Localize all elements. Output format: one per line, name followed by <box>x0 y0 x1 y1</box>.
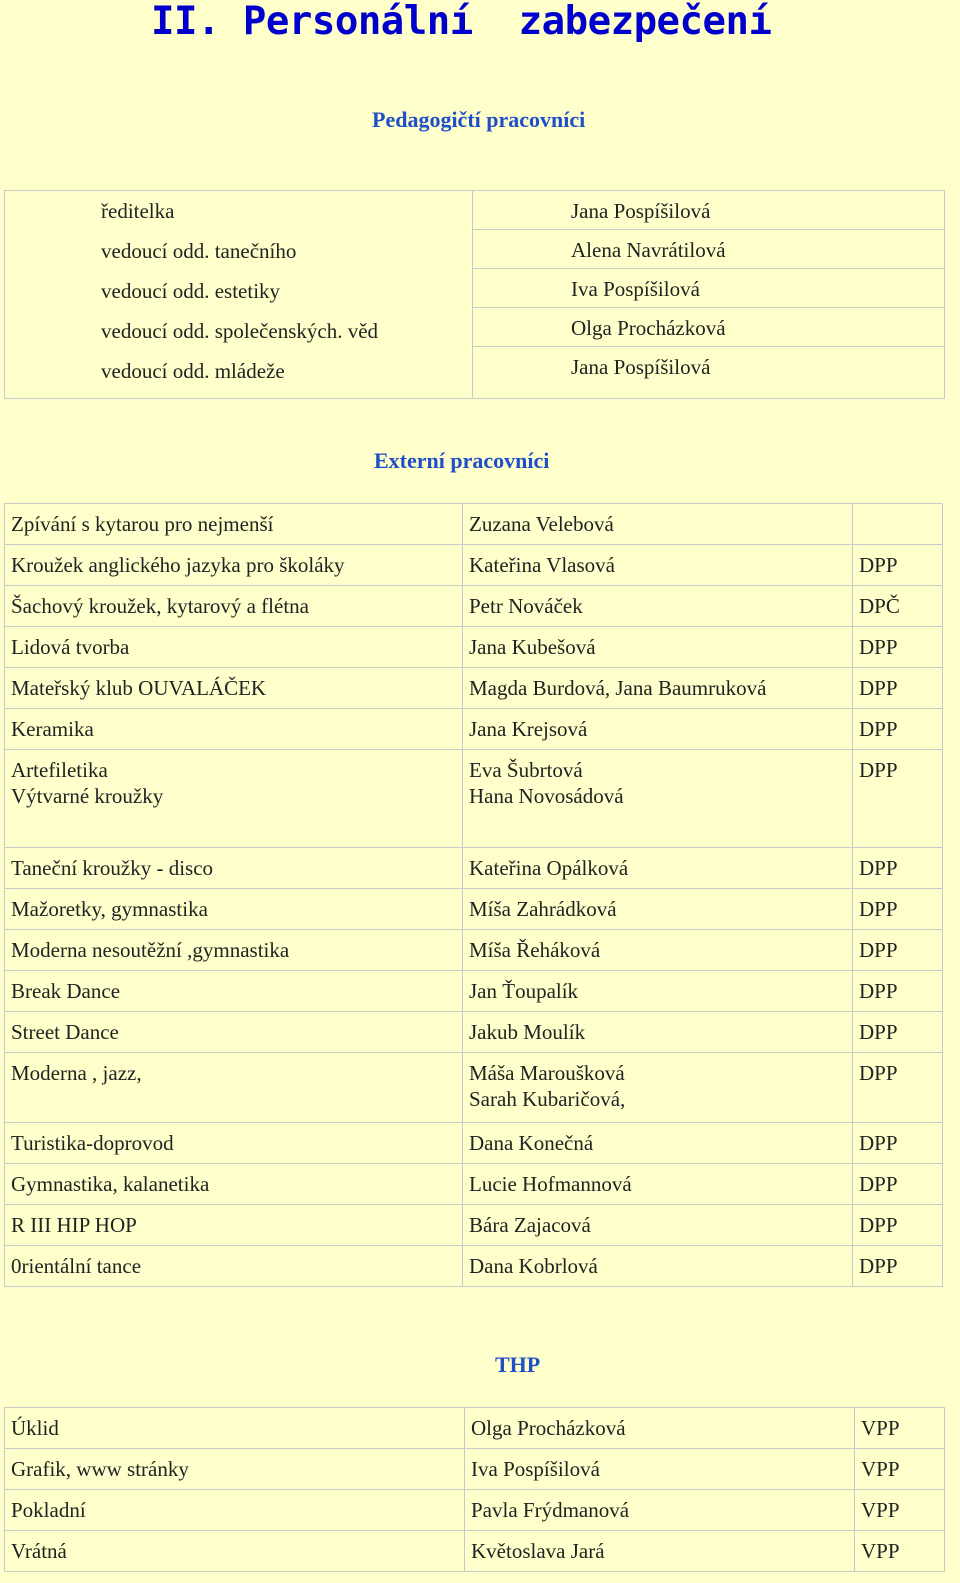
external-table <box>4 503 943 1287</box>
name-cell <box>473 191 945 399</box>
contract-cell <box>853 930 943 971</box>
person-text: Kateřina Opálková <box>469 856 629 880</box>
contract-cell <box>855 1531 945 1572</box>
person-text: Kateřina Vlasová <box>469 553 615 577</box>
person-cell <box>463 1205 853 1246</box>
activity-text: 0rientální tance <box>11 1254 142 1278</box>
role-cell <box>5 1449 465 1490</box>
table-row <box>5 1531 945 1572</box>
activity-text: Lidová tvorba <box>11 635 130 659</box>
contract-cell <box>853 971 943 1012</box>
person-cell <box>465 1449 855 1490</box>
contract-type: DPP <box>859 897 898 921</box>
activity-cell <box>5 971 463 1012</box>
person-text: Sarah Kubaričová, <box>469 1087 626 1111</box>
pedagogical-table <box>4 190 945 399</box>
activity-cell <box>5 1164 463 1205</box>
person-cell <box>463 1246 853 1287</box>
table-row <box>5 1246 943 1287</box>
contract-cell <box>853 1205 943 1246</box>
table-row <box>5 930 943 971</box>
activity-cell <box>5 668 463 709</box>
activity-cell <box>5 709 463 750</box>
person-cell <box>463 1053 853 1123</box>
person-text: Zuzana Velebová <box>469 512 614 536</box>
activity-text: Gymnastika, kalanetika <box>11 1172 210 1196</box>
person-text: Eva Šubrtová <box>469 758 583 782</box>
activity-cell <box>5 930 463 971</box>
name-line: Jana Pospíšilová <box>473 191 944 230</box>
role-text: vedoucí odd. společenských. věd <box>101 319 379 343</box>
activity-cell <box>5 586 463 627</box>
person-cell <box>465 1490 855 1531</box>
person-cell <box>463 586 853 627</box>
person-cell <box>463 545 853 586</box>
activity-cell <box>5 627 463 668</box>
activity-text: Break Dance <box>11 979 121 1003</box>
table-row <box>5 545 943 586</box>
contract-type: DPP <box>859 1020 898 1044</box>
contract-type: DPP <box>859 856 898 880</box>
contract-cell <box>853 668 943 709</box>
role-text: ředitelka <box>101 199 175 223</box>
activity-cell <box>5 1053 463 1123</box>
role-text: vedoucí odd. tanečního <box>101 239 297 263</box>
person-text: Petr Nováček <box>469 594 583 618</box>
pedagogical-heading: Pedagogičtí pracovníci <box>372 107 586 132</box>
person-text: Jakub Moulík <box>469 1020 586 1044</box>
person-text: Dana Kobrlová <box>469 1254 598 1278</box>
table-row <box>5 1123 943 1164</box>
contract-type: DPP <box>859 717 898 741</box>
contract-cell <box>853 586 943 627</box>
contract-type: DPP <box>859 1061 898 1085</box>
person-cell <box>463 709 853 750</box>
table-row <box>5 971 943 1012</box>
contract-type: DPP <box>859 1213 898 1237</box>
person-cell <box>463 848 853 889</box>
contract-type: DPP <box>859 758 898 782</box>
contract-cell <box>853 504 943 545</box>
contract-cell <box>853 1012 943 1053</box>
activity-cell <box>5 1123 463 1164</box>
person-text: Jan Ťoupalík <box>469 979 579 1003</box>
contract-type: VPP <box>861 1539 900 1563</box>
table-row <box>5 889 943 930</box>
person-text: Olga Procházková <box>471 1416 626 1440</box>
name-line: Olga Procházková <box>473 308 944 347</box>
table-row <box>5 191 945 399</box>
person-cell <box>463 504 853 545</box>
contract-type: DPP <box>859 938 898 962</box>
contract-type: DPP <box>859 553 898 577</box>
role-cell <box>5 1490 465 1531</box>
role-text: vedoucí odd. estetiky <box>101 279 281 303</box>
contract-type: VPP <box>861 1416 900 1440</box>
table-row <box>5 1164 943 1205</box>
person-text: Lucie Hofmannová <box>469 1172 632 1196</box>
contract-type: DPP <box>859 635 898 659</box>
activity-cell <box>5 1205 463 1246</box>
person-text: Magda Burdová, Jana Baumruková <box>469 676 767 700</box>
table-row <box>5 1205 943 1246</box>
person-cell <box>463 930 853 971</box>
person-text: Míša Řeháková <box>469 938 601 962</box>
table-row <box>5 750 943 848</box>
table-row <box>5 504 943 545</box>
name-line: Jana Pospíšilová <box>571 355 711 379</box>
activity-text: R III HIP HOP <box>11 1213 137 1237</box>
person-text: Iva Pospíšilová <box>471 1457 600 1481</box>
table-row <box>5 1012 943 1053</box>
role-cell <box>5 1408 465 1449</box>
person-text: Pavla Frýdmanová <box>471 1498 630 1522</box>
role-text: Úklid <box>11 1416 59 1440</box>
activity-text: Zpívání s kytarou pro nejmenší <box>11 512 274 536</box>
contract-type: VPP <box>861 1457 900 1481</box>
activity-cell <box>5 545 463 586</box>
table-row <box>5 1053 943 1123</box>
person-cell <box>463 889 853 930</box>
contract-type: DPP <box>859 979 898 1003</box>
role-cell <box>5 1531 465 1572</box>
role-text: Grafik, www stránky <box>11 1457 189 1481</box>
external-heading: Externí pracovníci <box>374 448 550 473</box>
contract-cell <box>853 848 943 889</box>
contract-type: DPP <box>859 1172 898 1196</box>
person-text: Máša Maroušková <box>469 1061 625 1085</box>
person-cell <box>463 668 853 709</box>
role-text: Pokladní <box>11 1498 86 1522</box>
table-row <box>5 848 943 889</box>
contract-type: DPP <box>859 1254 898 1278</box>
activity-cell <box>5 889 463 930</box>
contract-cell <box>855 1490 945 1531</box>
contract-type: DPČ <box>859 594 900 618</box>
activity-text: Moderna nesoutěžní ,gymnastika <box>11 938 290 962</box>
contract-cell <box>853 1246 943 1287</box>
table-row <box>5 1408 945 1449</box>
activity-text: Moderna , jazz, <box>11 1061 142 1085</box>
activity-text: Turistika-doprovod <box>11 1131 174 1155</box>
person-text: Bára Zajacová <box>469 1213 591 1237</box>
table-row <box>5 1490 945 1531</box>
role-text: Vrátná <box>11 1539 67 1563</box>
role-cell <box>5 191 473 399</box>
contract-cell <box>853 1123 943 1164</box>
activity-text: Street Dance <box>11 1020 119 1044</box>
contract-cell <box>853 750 943 848</box>
activity-text: Taneční kroužky - disco <box>11 856 214 880</box>
table-row <box>5 627 943 668</box>
activity-text: Artefiletika <box>11 758 108 782</box>
activity-cell <box>5 848 463 889</box>
activity-text: Mažoretky, gymnastika <box>11 897 208 921</box>
table-row <box>5 668 943 709</box>
contract-cell <box>853 545 943 586</box>
person-cell <box>465 1408 855 1449</box>
thp-heading: THP <box>495 1352 541 1377</box>
person-cell <box>463 971 853 1012</box>
contract-type: DPP <box>859 676 898 700</box>
contract-cell <box>853 709 943 750</box>
person-cell <box>463 1012 853 1053</box>
person-text: Míša Zahrádková <box>469 897 617 921</box>
person-text: Hana Novosádová <box>469 784 624 808</box>
activity-cell <box>5 1246 463 1287</box>
activity-text: Kroužek anglického jazyka pro školáky <box>11 553 345 577</box>
contract-cell <box>853 889 943 930</box>
activity-text: Keramika <box>11 717 94 741</box>
contract-cell <box>855 1449 945 1490</box>
contract-cell <box>855 1408 945 1449</box>
activity-cell <box>5 1012 463 1053</box>
role-text: vedoucí odd. mládeže <box>101 359 285 383</box>
person-text: Jana Kubešová <box>469 635 596 659</box>
table-row <box>5 1449 945 1490</box>
person-text: Jana Krejsová <box>469 717 588 741</box>
contract-cell <box>853 627 943 668</box>
table-row <box>5 709 943 750</box>
table-row <box>5 586 943 627</box>
activity-text: Mateřský klub OUVALÁČEK <box>11 676 267 700</box>
person-cell <box>463 750 853 848</box>
activity-cell <box>5 750 463 848</box>
person-cell <box>463 1164 853 1205</box>
person-cell <box>463 1123 853 1164</box>
name-line: Iva Pospíšilová <box>473 269 944 308</box>
activity-text: Výtvarné kroužky <box>11 784 164 808</box>
contract-type: VPP <box>861 1498 900 1522</box>
contract-type <box>859 511 942 537</box>
contract-cell <box>853 1164 943 1205</box>
page-title: II. Personální zabezpečení <box>151 0 772 44</box>
person-cell <box>463 627 853 668</box>
person-text: Dana Konečná <box>469 1131 594 1155</box>
person-text: Květoslava Jará <box>471 1539 605 1563</box>
contract-type: DPP <box>859 1131 898 1155</box>
thp-table <box>4 1407 945 1572</box>
contract-cell <box>853 1053 943 1123</box>
person-cell <box>465 1531 855 1572</box>
activity-text: Šachový kroužek, kytarový a flétna <box>11 594 309 618</box>
name-line: Alena Navrátilová <box>473 230 944 269</box>
activity-cell <box>5 504 463 545</box>
